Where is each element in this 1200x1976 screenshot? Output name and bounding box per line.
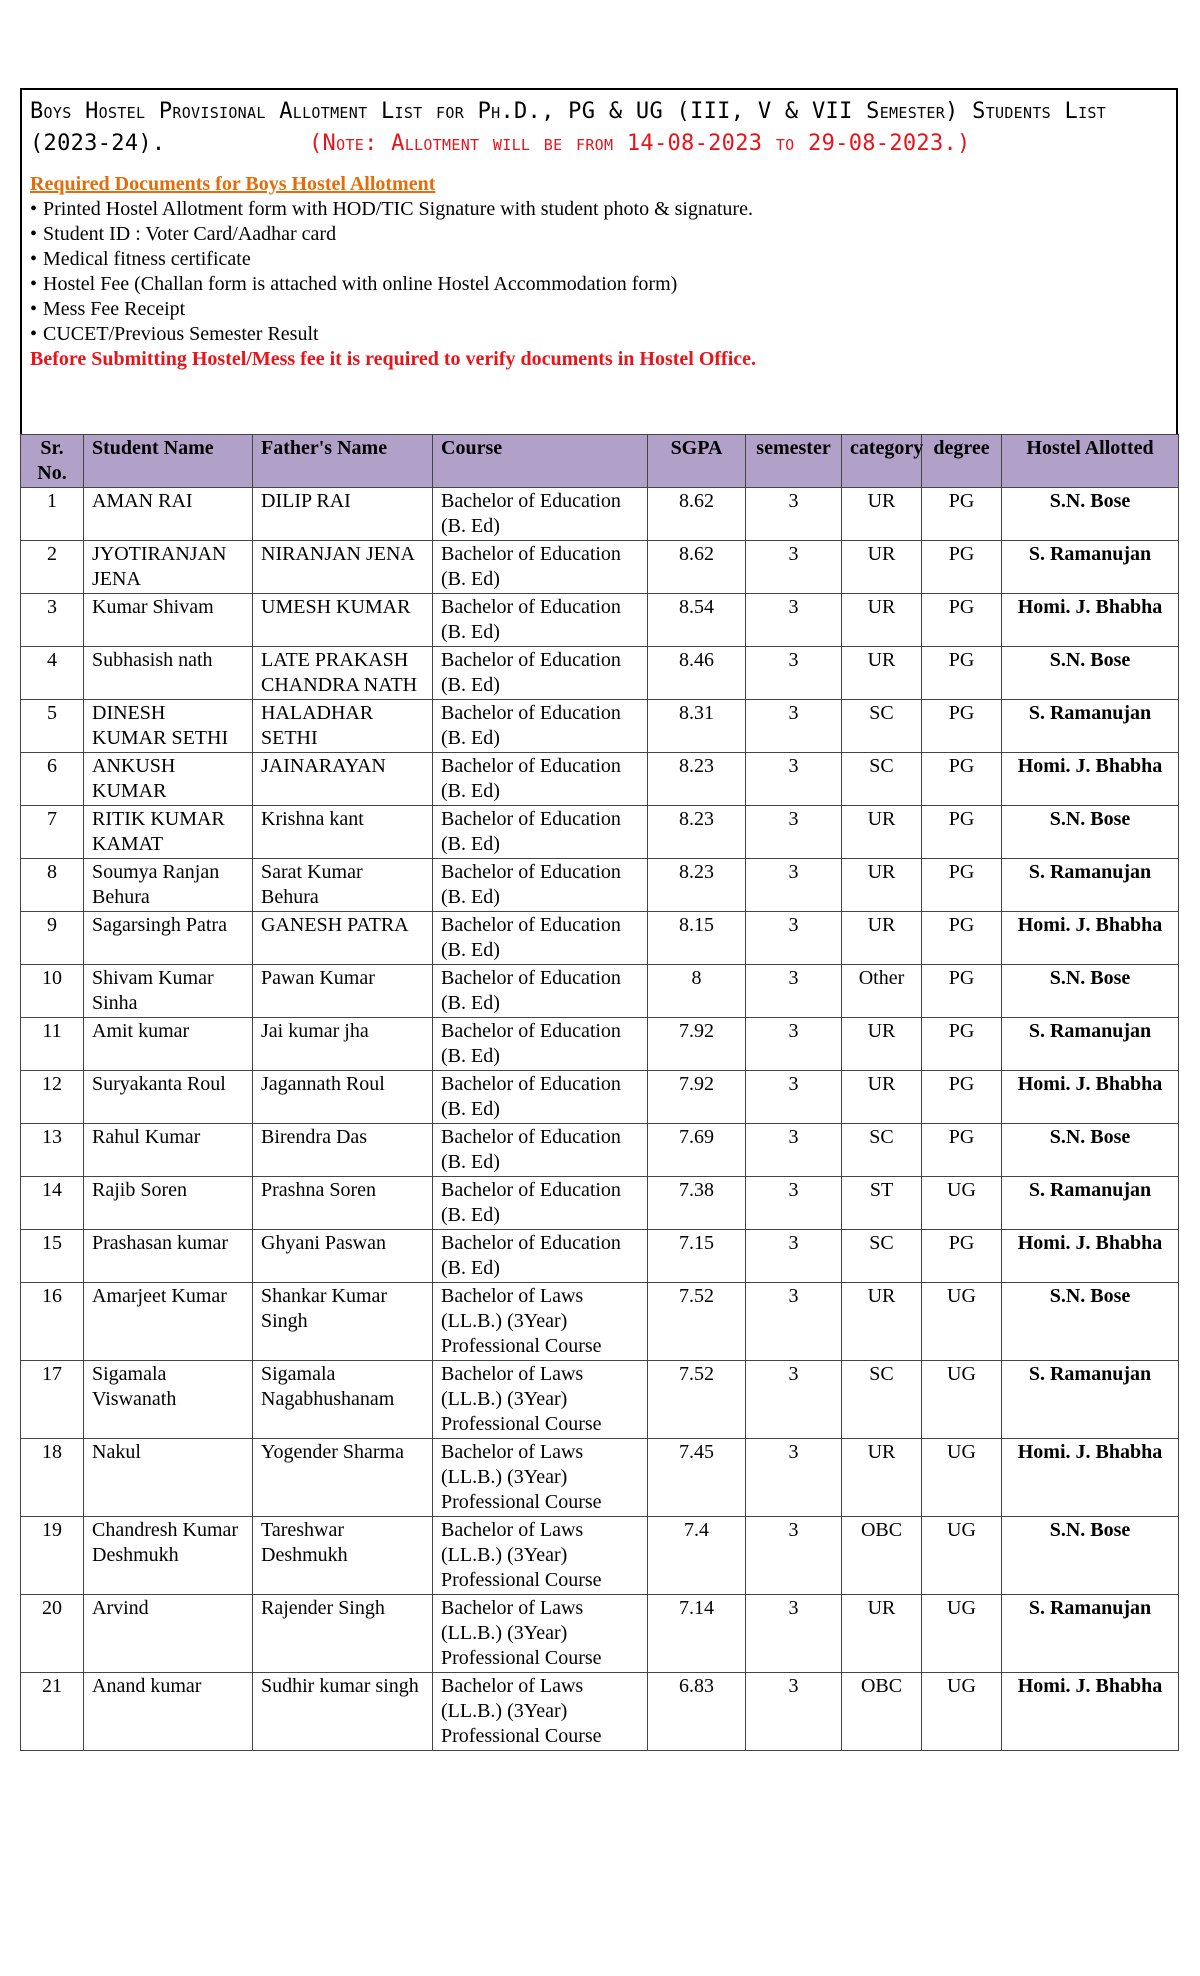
cell-course: Bachelor of Education (B. Ed) — [433, 700, 648, 753]
cell-hostel: S.N. Bose — [1002, 965, 1179, 1018]
cell-degree: PG — [922, 647, 1002, 700]
cell-course: Bachelor of Education (B. Ed) — [433, 647, 648, 700]
cell-sgpa: 7.45 — [648, 1439, 746, 1517]
cell-course: Bachelor of Education (B. Ed) — [433, 1071, 648, 1124]
cell-semester: 3 — [746, 1283, 842, 1361]
cell-category: UR — [842, 912, 922, 965]
cell-degree: PG — [922, 594, 1002, 647]
cell-father-name: DILIP RAI — [253, 488, 433, 541]
table-row — [21, 541, 1179, 594]
cell-course: Bachelor of Education (B. Ed) — [433, 1018, 648, 1071]
cell-category: OBC — [842, 1673, 922, 1751]
cell-hostel: S.N. Bose — [1002, 806, 1179, 859]
cell-semester: 3 — [746, 1124, 842, 1177]
cell-degree: PG — [922, 541, 1002, 594]
cell-semester: 3 — [746, 647, 842, 700]
cell-student-name: Suryakanta Roul — [84, 1071, 253, 1124]
cell-semester: 3 — [746, 488, 842, 541]
cell-course: Bachelor of Education (B. Ed) — [433, 806, 648, 859]
column-header-sr-no: Sr. No. — [21, 435, 84, 488]
cell-student-name: Nakul — [84, 1439, 253, 1517]
cell-category: SC — [842, 700, 922, 753]
cell-sr-no: 2 — [21, 541, 84, 594]
cell-semester: 3 — [746, 1018, 842, 1071]
cell-sr-no: 19 — [21, 1517, 84, 1595]
cell-sgpa: 8.15 — [648, 912, 746, 965]
cell-hostel: S. Ramanujan — [1002, 1361, 1179, 1439]
cell-sgpa: 6.83 — [648, 1673, 746, 1751]
cell-father-name: Krishna kant — [253, 806, 433, 859]
table-row — [21, 1177, 1179, 1230]
cell-father-name: Birendra Das — [253, 1124, 433, 1177]
cell-student-name: Rajib Soren — [84, 1177, 253, 1230]
cell-hostel: Homi. J. Bhabha — [1002, 1071, 1179, 1124]
cell-student-name: ANKUSH KUMAR — [84, 753, 253, 806]
cell-sr-no: 15 — [21, 1230, 84, 1283]
cell-category: UR — [842, 594, 922, 647]
cell-sr-no: 3 — [21, 594, 84, 647]
cell-sr-no: 4 — [21, 647, 84, 700]
column-header-degree: degree — [922, 435, 1002, 488]
cell-category: UR — [842, 1018, 922, 1071]
cell-category: SC — [842, 753, 922, 806]
column-header-sgpa: SGPA — [648, 435, 746, 488]
cell-course: Bachelor of Education (B. Ed) — [433, 912, 648, 965]
cell-category: Other — [842, 965, 922, 1018]
cell-course: Bachelor of Laws (LL.B.) (3Year) Professional Course — [433, 1673, 648, 1751]
cell-course: Bachelor of Education (B. Ed) — [433, 1230, 648, 1283]
cell-sr-no: 11 — [21, 1018, 84, 1071]
cell-sr-no: 14 — [21, 1177, 84, 1230]
cell-father-name: JAINARAYAN — [253, 753, 433, 806]
cell-father-name: HALADHAR SETHI — [253, 700, 433, 753]
cell-sr-no: 21 — [21, 1673, 84, 1751]
cell-degree: PG — [922, 1018, 1002, 1071]
column-header-father-name: Father's Name — [253, 435, 433, 488]
cell-semester: 3 — [746, 1177, 842, 1230]
cell-sgpa: 7.52 — [648, 1283, 746, 1361]
cell-semester: 3 — [746, 700, 842, 753]
cell-sgpa: 7.15 — [648, 1230, 746, 1283]
cell-hostel: S.N. Bose — [1002, 1517, 1179, 1595]
allotment-table — [20, 434, 1179, 1751]
required-document-item: • Hostel Fee (Challan form is attached with online Hostel Accommodation form) — [30, 272, 1168, 297]
document-heading — [30, 96, 1168, 160]
cell-sr-no: 5 — [21, 700, 84, 753]
cell-father-name: Sarat Kumar Behura — [253, 859, 433, 912]
cell-hostel: Homi. J. Bhabha — [1002, 1230, 1179, 1283]
required-documents-title: Required Documents for Boys Hostel Allotment — [30, 173, 436, 195]
cell-degree: PG — [922, 806, 1002, 859]
cell-sgpa: 7.52 — [648, 1361, 746, 1439]
cell-father-name: Sudhir kumar singh — [253, 1673, 433, 1751]
cell-semester: 3 — [746, 859, 842, 912]
cell-sr-no: 8 — [21, 859, 84, 912]
cell-father-name: Prashna Soren — [253, 1177, 433, 1230]
table-row — [21, 806, 1179, 859]
cell-category: OBC — [842, 1517, 922, 1595]
table-row — [21, 965, 1179, 1018]
cell-semester: 3 — [746, 1361, 842, 1439]
required-document-item: • Medical fitness certificate — [30, 247, 1168, 272]
cell-hostel: S.N. Bose — [1002, 647, 1179, 700]
cell-student-name: Subhasish nath — [84, 647, 253, 700]
cell-course: Bachelor of Laws (LL.B.) (3Year) Professional Course — [433, 1283, 648, 1361]
cell-semester: 3 — [746, 806, 842, 859]
cell-semester: 3 — [746, 594, 842, 647]
cell-category: UR — [842, 488, 922, 541]
cell-student-name: AMAN RAI — [84, 488, 253, 541]
cell-course: Bachelor of Education (B. Ed) — [433, 965, 648, 1018]
cell-course: Bachelor of Laws (LL.B.) (3Year) Professional Course — [433, 1439, 648, 1517]
cell-father-name: Jai kumar jha — [253, 1018, 433, 1071]
cell-student-name: Sagarsingh Patra — [84, 912, 253, 965]
table-row — [21, 1124, 1179, 1177]
cell-semester: 3 — [746, 1595, 842, 1673]
cell-sgpa: 8.46 — [648, 647, 746, 700]
cell-student-name: Chandresh Kumar Deshmukh — [84, 1517, 253, 1595]
cell-hostel: Homi. J. Bhabha — [1002, 912, 1179, 965]
cell-sr-no: 20 — [21, 1595, 84, 1673]
cell-semester: 3 — [746, 965, 842, 1018]
cell-degree: UG — [922, 1361, 1002, 1439]
cell-student-name: Shivam Kumar Sinha — [84, 965, 253, 1018]
cell-sgpa: 7.69 — [648, 1124, 746, 1177]
table-row — [21, 912, 1179, 965]
cell-semester: 3 — [746, 1071, 842, 1124]
cell-sgpa: 8.31 — [648, 700, 746, 753]
cell-degree: PG — [922, 912, 1002, 965]
required-document-item: • Mess Fee Receipt — [30, 297, 1168, 322]
cell-hostel: Homi. J. Bhabha — [1002, 594, 1179, 647]
cell-degree: PG — [922, 753, 1002, 806]
column-header-category: category — [842, 435, 922, 488]
verification-warning: Before Submitting Hostel/Mess fee it is required to verify documents in Hostel Office. — [30, 348, 757, 370]
cell-hostel: S. Ramanujan — [1002, 700, 1179, 753]
cell-category: UR — [842, 806, 922, 859]
cell-course: Bachelor of Laws (LL.B.) (3Year) Professional Course — [433, 1361, 648, 1439]
cell-category: UR — [842, 1071, 922, 1124]
cell-sr-no: 7 — [21, 806, 84, 859]
cell-category: SC — [842, 1124, 922, 1177]
table-row — [21, 1439, 1179, 1517]
cell-course: Bachelor of Education (B. Ed) — [433, 1177, 648, 1230]
cell-sr-no: 12 — [21, 1071, 84, 1124]
cell-hostel: S. Ramanujan — [1002, 541, 1179, 594]
cell-student-name: Soumya Ranjan Behura — [84, 859, 253, 912]
cell-course: Bachelor of Laws (LL.B.) (3Year) Professional Course — [433, 1517, 648, 1595]
table-row — [21, 700, 1179, 753]
cell-student-name: Prashasan kumar — [84, 1230, 253, 1283]
cell-sr-no: 16 — [21, 1283, 84, 1361]
cell-degree: UG — [922, 1517, 1002, 1595]
cell-category: SC — [842, 1230, 922, 1283]
table-row — [21, 1230, 1179, 1283]
table-header-row — [21, 435, 1179, 488]
cell-hostel: Homi. J. Bhabha — [1002, 753, 1179, 806]
cell-course: Bachelor of Education (B. Ed) — [433, 859, 648, 912]
cell-category: SC — [842, 1361, 922, 1439]
notice-box — [20, 88, 1178, 436]
cell-sr-no: 9 — [21, 912, 84, 965]
cell-category: UR — [842, 647, 922, 700]
cell-category: UR — [842, 1439, 922, 1517]
required-document-item: • Student ID : Voter Card/Aadhar card — [30, 222, 1168, 247]
cell-student-name: Arvind — [84, 1595, 253, 1673]
cell-father-name: Yogender Sharma — [253, 1439, 433, 1517]
cell-hostel: S. Ramanujan — [1002, 1595, 1179, 1673]
cell-father-name: Jagannath Roul — [253, 1071, 433, 1124]
cell-sr-no: 13 — [21, 1124, 84, 1177]
cell-semester: 3 — [746, 1517, 842, 1595]
table-row — [21, 859, 1179, 912]
cell-course: Bachelor of Education (B. Ed) — [433, 1124, 648, 1177]
cell-sgpa: 8.23 — [648, 806, 746, 859]
cell-degree: UG — [922, 1283, 1002, 1361]
cell-sgpa: 7.4 — [648, 1517, 746, 1595]
cell-sr-no: 18 — [21, 1439, 84, 1517]
cell-sgpa: 7.14 — [648, 1595, 746, 1673]
cell-student-name: Kumar Shivam — [84, 594, 253, 647]
cell-semester: 3 — [746, 1673, 842, 1751]
cell-category: ST — [842, 1177, 922, 1230]
table-row — [21, 1517, 1179, 1595]
cell-semester: 3 — [746, 541, 842, 594]
cell-degree: PG — [922, 1124, 1002, 1177]
cell-hostel: S.N. Bose — [1002, 488, 1179, 541]
cell-sgpa: 8 — [648, 965, 746, 1018]
table-row — [21, 488, 1179, 541]
cell-student-name: DINESH KUMAR SETHI — [84, 700, 253, 753]
required-document-item: • Printed Hostel Allotment form with HOD/TIC Signature with student photo & signature. — [30, 197, 1168, 222]
cell-degree: UG — [922, 1595, 1002, 1673]
cell-sgpa: 8.23 — [648, 753, 746, 806]
cell-father-name: Shankar Kumar Singh — [253, 1283, 433, 1361]
cell-sr-no: 17 — [21, 1361, 84, 1439]
table-row — [21, 1071, 1179, 1124]
allotment-table-body — [21, 488, 1179, 1751]
cell-student-name: Amit kumar — [84, 1018, 253, 1071]
cell-degree: UG — [922, 1439, 1002, 1517]
cell-sgpa: 7.92 — [648, 1018, 746, 1071]
table-row — [21, 1595, 1179, 1673]
cell-semester: 3 — [746, 912, 842, 965]
cell-sr-no: 10 — [21, 965, 84, 1018]
document-page — [20, 88, 1178, 1751]
cell-father-name: Pawan Kumar — [253, 965, 433, 1018]
cell-course: Bachelor of Laws (LL.B.) (3Year) Professional Course — [433, 1595, 648, 1673]
cell-sgpa: 8.62 — [648, 488, 746, 541]
cell-category: UR — [842, 1595, 922, 1673]
cell-father-name: UMESH KUMAR — [253, 594, 433, 647]
cell-student-name: Amarjeet Kumar — [84, 1283, 253, 1361]
cell-degree: PG — [922, 700, 1002, 753]
cell-semester: 3 — [746, 1439, 842, 1517]
cell-father-name: Sigamala Nagabhushanam — [253, 1361, 433, 1439]
cell-sgpa: 7.92 — [648, 1071, 746, 1124]
cell-degree: PG — [922, 1071, 1002, 1124]
cell-category: UR — [842, 541, 922, 594]
cell-semester: 3 — [746, 1230, 842, 1283]
cell-father-name: Ghyani Paswan — [253, 1230, 433, 1283]
required-document-item: • CUCET/Previous Semester Result — [30, 322, 1168, 347]
cell-father-name: LATE PRAKASH CHANDRA NATH — [253, 647, 433, 700]
cell-category: UR — [842, 1283, 922, 1361]
cell-hostel: S.N. Bose — [1002, 1124, 1179, 1177]
column-header-course: Course — [433, 435, 648, 488]
cell-sgpa: 8.54 — [648, 594, 746, 647]
document-title: Boys Hostel Provisional Allotment List for Ph.D., PG & UG (III, V & VII Semester) Students List (2023-24). — [30, 99, 1107, 156]
cell-student-name: Anand kumar — [84, 1673, 253, 1751]
cell-degree: PG — [922, 488, 1002, 541]
cell-degree: PG — [922, 859, 1002, 912]
cell-sgpa: 7.38 — [648, 1177, 746, 1230]
cell-student-name: Rahul Kumar — [84, 1124, 253, 1177]
cell-sr-no: 6 — [21, 753, 84, 806]
cell-hostel: S. Ramanujan — [1002, 1177, 1179, 1230]
table-row — [21, 1673, 1179, 1751]
cell-student-name: RITIK KUMAR KAMAT — [84, 806, 253, 859]
cell-degree: UG — [922, 1177, 1002, 1230]
column-header-student-name: Student Name — [84, 435, 253, 488]
cell-degree: PG — [922, 965, 1002, 1018]
cell-sr-no: 1 — [21, 488, 84, 541]
cell-hostel: S. Ramanujan — [1002, 1018, 1179, 1071]
table-row — [21, 1361, 1179, 1439]
cell-course: Bachelor of Education (B. Ed) — [433, 541, 648, 594]
allotment-date-note: (Note: Allotment will be from 14-08-2023 to 29-08-2023.) — [309, 131, 971, 156]
cell-hostel: Homi. J. Bhabha — [1002, 1673, 1179, 1751]
cell-degree: PG — [922, 1230, 1002, 1283]
cell-father-name: Rajender Singh — [253, 1595, 433, 1673]
cell-category: UR — [842, 859, 922, 912]
cell-father-name: GANESH PATRA — [253, 912, 433, 965]
cell-student-name: Sigamala Viswanath — [84, 1361, 253, 1439]
table-row — [21, 594, 1179, 647]
cell-hostel: Homi. J. Bhabha — [1002, 1439, 1179, 1517]
table-row — [21, 647, 1179, 700]
cell-father-name: NIRANJAN JENA — [253, 541, 433, 594]
cell-sgpa: 8.62 — [648, 541, 746, 594]
cell-father-name: Tareshwar Deshmukh — [253, 1517, 433, 1595]
cell-course: Bachelor of Education (B. Ed) — [433, 488, 648, 541]
cell-semester: 3 — [746, 753, 842, 806]
table-row — [21, 1283, 1179, 1361]
cell-course: Bachelor of Education (B. Ed) — [433, 594, 648, 647]
cell-student-name: JYOTIRANJAN JENA — [84, 541, 253, 594]
table-row — [21, 1018, 1179, 1071]
cell-degree: UG — [922, 1673, 1002, 1751]
cell-hostel: S.N. Bose — [1002, 1283, 1179, 1361]
table-row — [21, 753, 1179, 806]
column-header-semester: semester — [746, 435, 842, 488]
column-header-hostel: Hostel Allotted — [1002, 435, 1179, 488]
cell-sgpa: 8.23 — [648, 859, 746, 912]
cell-hostel: S. Ramanujan — [1002, 859, 1179, 912]
required-documents-list — [30, 197, 1168, 347]
cell-course: Bachelor of Education (B. Ed) — [433, 753, 648, 806]
